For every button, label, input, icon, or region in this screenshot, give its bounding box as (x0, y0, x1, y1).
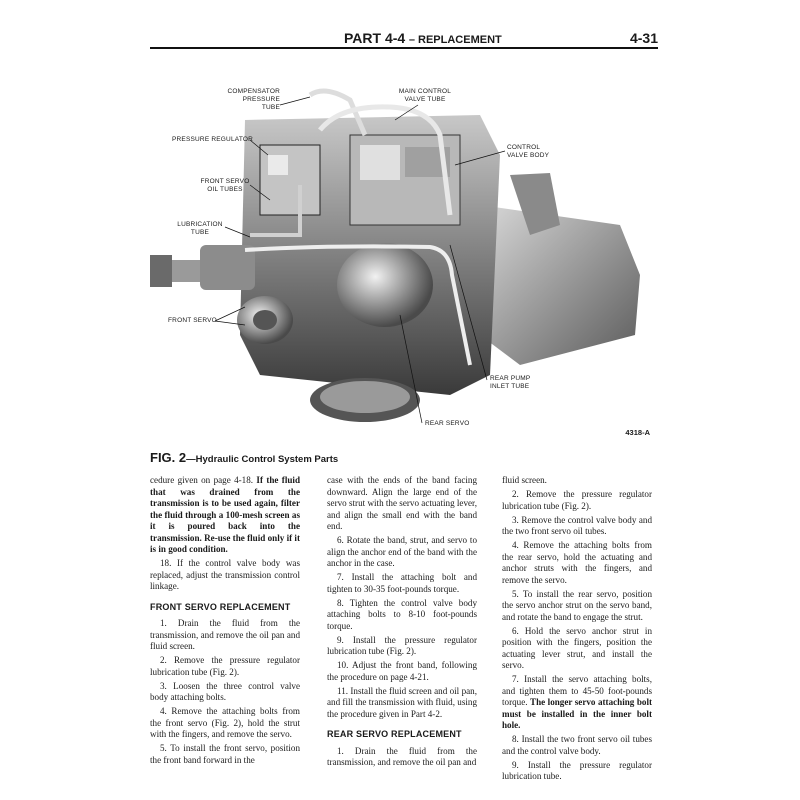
callout-pressure-regulator: PRESSURE REGULATOR (172, 136, 254, 143)
transmission-figure (150, 75, 658, 450)
figure-caption (150, 450, 338, 465)
text-column-2 (327, 475, 477, 771)
header-part: PART 4-4 (344, 30, 406, 46)
step: 2. Remove the pressure regulator lubrication tube (Fig. 2). (150, 655, 300, 677)
step: 2. Remove the pressure regulator lubrication tube (Fig. 2). (502, 489, 652, 511)
bold-warning: The longer servo attaching bolt must be installed in the inner bolt hole. (502, 697, 652, 730)
callout-front-servo-oil-tubes: FRONT SERVO OIL TUBES (200, 178, 250, 193)
step: 4. Remove the attaching bolts from the front servo (Fig. 2), hold the strut with the fingers, and remove the servo. (150, 706, 300, 739)
step: 3. Loosen the three control valve body attaching bolts. (150, 680, 300, 702)
paragraph: 18. If the control valve body was replaced, adjust the transmission control linkage. (150, 558, 300, 591)
step: 11. Install the fluid screen and oil pan, and fill the transmission with fluid, using the procedure given in Part 4-2. (327, 685, 477, 719)
text-column-1 (150, 475, 300, 769)
step: 3. Remove the control valve body and the two front servo oil tubes. (502, 514, 652, 536)
callout-rear-servo: REAR SERVO (425, 420, 470, 427)
figure-number: FIG. 2 (150, 450, 187, 465)
callout-lubrication-tube: LUBRICATION TUBE (177, 221, 223, 236)
step: 4. Remove the attaching bolts from the rear servo, hold the actuating and anchor struts with the fingers, and remove the servo. (502, 540, 652, 585)
step: 9. Install the pressure regulator lubrication tube. (502, 759, 652, 781)
paragraph: fluid screen. (502, 475, 547, 485)
step: 5. To install the rear servo, position the servo anchor strut on the servo band, and rotate the band to engage the strut. (502, 588, 652, 622)
step (502, 674, 652, 732)
step: 7. Install the attaching bolt and tighten to 30-35 foot-pounds torque. (327, 572, 477, 594)
header-title (340, 30, 506, 46)
text-column-3 (502, 475, 652, 785)
figure-code: 4318-A (625, 428, 650, 437)
step: 1. Drain the fluid from the transmission, and remove the oil pan and (327, 745, 477, 767)
callout-front-servo: FRONT SERVO (168, 317, 217, 324)
page-header (150, 30, 658, 54)
step: 9. Install the pressure regulator lubrication tube (Fig. 2). (327, 634, 477, 656)
figure-caption-text: —Hydraulic Control System Parts (186, 454, 339, 465)
paragraph: case with the ends of the band facing downward. Align the large end of the servo strut with the servo actuating lever, and align the small end with the band end. (327, 475, 477, 531)
section-heading-front-servo: FRONT SERVO REPLACEMENT (150, 601, 291, 612)
step: 10. Adjust the front band, following the procedure on page 4-21. (327, 660, 477, 682)
section-heading-rear-servo: REAR SERVO REPLACEMENT (327, 729, 462, 739)
header-rule (150, 47, 658, 49)
tail-housing (480, 205, 640, 365)
text-run: cedure given on page 4-18. (150, 475, 257, 485)
header-section-title: REPLACEMENT (418, 34, 502, 46)
rear-servo-shape (337, 243, 433, 327)
callout-control-valve-body: CONTROL VALVE BODY (507, 144, 550, 159)
step: 1. Drain the fluid from the transmission, and remove the oil pan and fluid screen. (150, 618, 300, 651)
step: 8. Tighten the control valve body attaching bolts to 8-10 foot-pounds torque. (327, 597, 477, 631)
paragraph (150, 475, 300, 556)
callout-main-control-valve-tube: MAIN CONTROL VALVE TUBE (398, 88, 452, 103)
step: 5. To install the front servo, position the front band forward in the (150, 743, 300, 765)
step: 6. Hold the servo anchor strut in position with the fingers, position the actuating lever strut, and install the servo. (502, 625, 652, 670)
callout-compensator-pressure-tube: COMPENSATOR PRESSURE TUBE (227, 88, 280, 111)
transmission-photo (150, 75, 658, 450)
step: 6. Rotate the band, strut, and servo to align the anchor end of the band with the anchor in the case. (327, 535, 477, 568)
header-section: – REPLACEMENT (408, 34, 502, 46)
bold-warning: If the fluid that was drained from the transmission is to be used again, filter the fluid through a 100-mesh screen as it is poured back into the transmission. Re-use the fluid only if it is in good condition. (150, 475, 300, 554)
step: 8. Install the two front servo oil tubes and the control valve body. (502, 734, 652, 756)
page-number: 4-31 (626, 30, 658, 46)
text-run: 7. Install the servo attaching bolts, and tighten them to 45-50 foot-pounds torque. (502, 674, 652, 707)
callout-rear-pump-inlet-tube: REAR PUMP INLET TUBE (490, 375, 531, 390)
